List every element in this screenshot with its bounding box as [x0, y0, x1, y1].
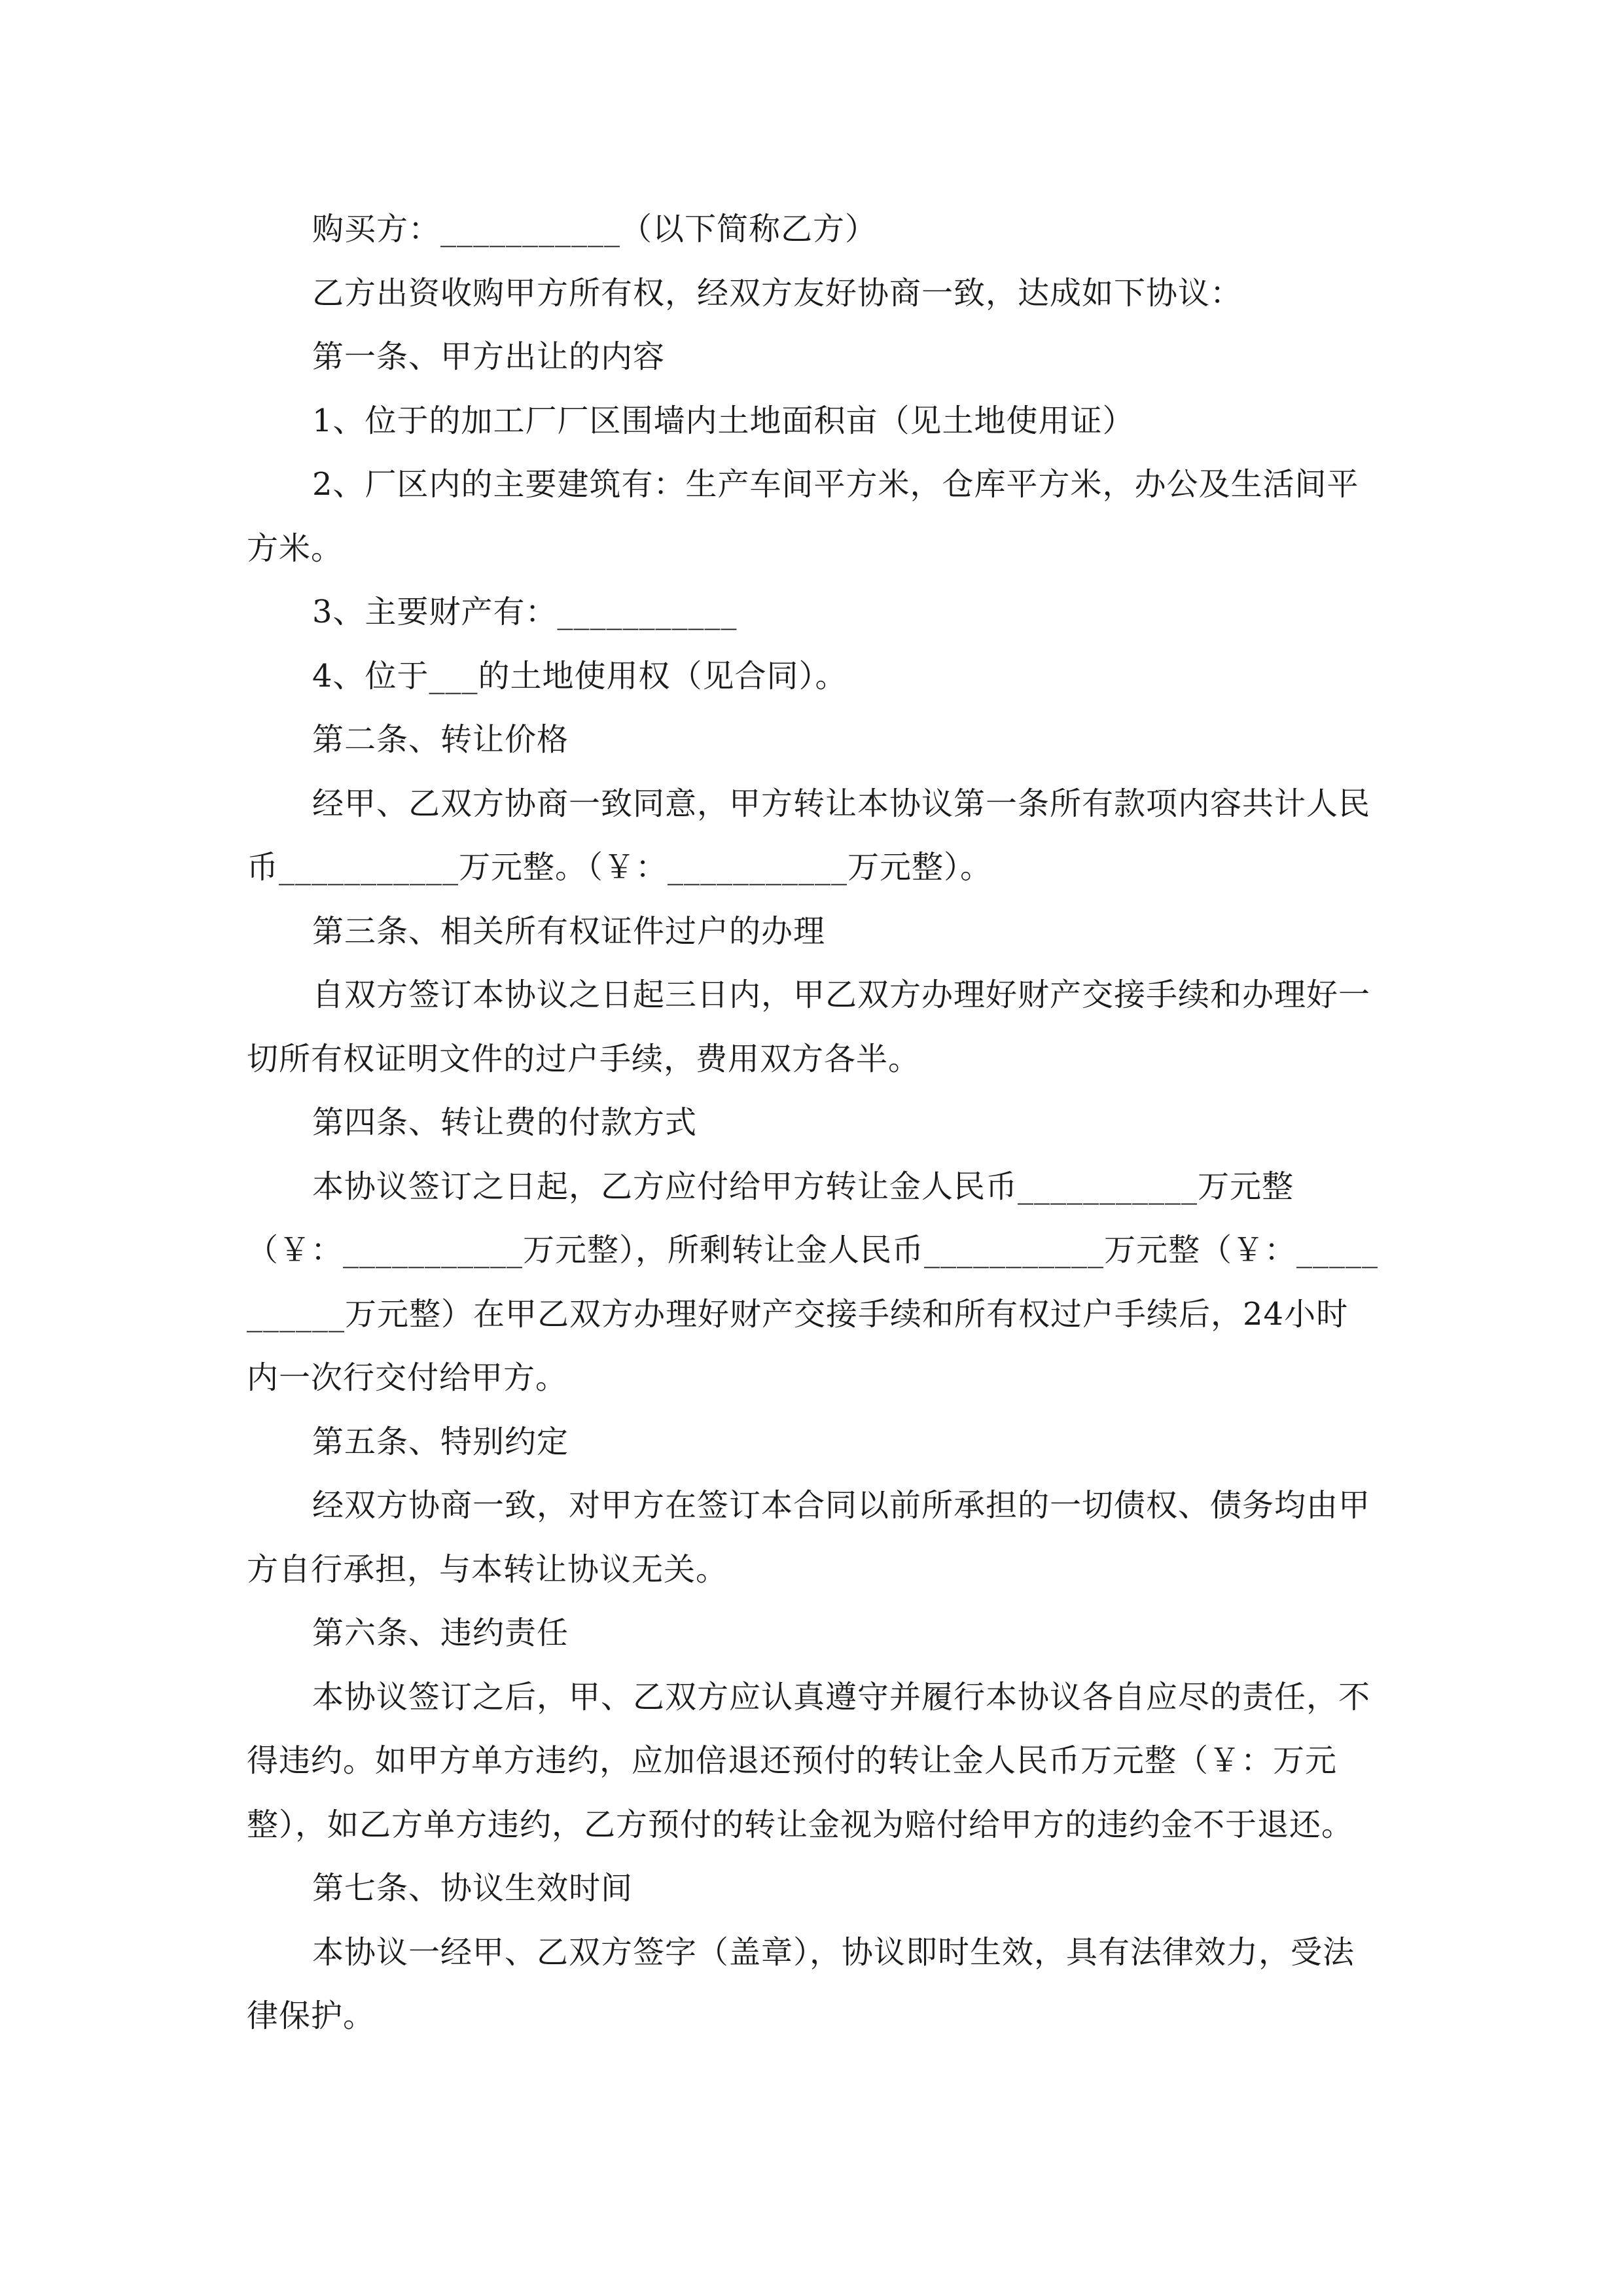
buyer-line: 购买方：___________（以下简称乙方） — [312, 211, 878, 247]
article-7-body: 本协议一经甲、乙双方签字（盖章），协议即时生效，具有法律效力，受法律保护。 — [247, 1933, 1355, 2034]
article-1-item-3: 3、主要财产有：___________ — [312, 594, 738, 630]
article-4-body: 本协议签订之日起，乙方应付给甲方转让金人民币___________万元整（￥：___________万元整），所剩转让金人民币___________万元整（￥：___________万元整）在甲乙双方办理好财产交接手续和所有权过户手续后，24小时内一次行交付给甲方。 — [247, 1168, 1379, 1396]
article-5-heading: 第五条、特别约定 — [312, 1423, 569, 1460]
article-3-heading: 第三条、相关所有权证件过户的办理 — [312, 912, 826, 950]
article-6-body: 本协议签订之后，甲、乙双方应认真遵守并履行本协议各自应尽的责任，不得违约。如甲方单方违约，应加倍退还预付的转让金人民币万元整（￥：万元整），如乙方单方违约，乙方预付的转让金视为赔付给甲方的违约金不于退还。 — [247, 1678, 1371, 1843]
contract-page — [247, 198, 1379, 2049]
article-4-heading: 第四条、转让费的付款方式 — [312, 1104, 698, 1141]
article-7-heading: 第七条、协议生效时间 — [312, 1870, 633, 1907]
article-1-item-1: 1、位于的加工厂厂区围墙内土地面积亩（见土地使用证） — [312, 402, 1135, 439]
article-6-heading: 第六条、违约责任 — [312, 1615, 569, 1651]
article-1-item-4: 4、位于___的土地使用权（见合同）。 — [312, 657, 847, 694]
article-2-heading: 第二条、转让价格 — [312, 721, 569, 758]
article-2-body: 经甲、乙双方协商一致同意，甲方转让本协议第一条所有款项内容共计人民币___________万元整。（￥：___________万元整）。 — [247, 785, 1371, 886]
article-1-heading: 第一条、甲方出让的内容 — [312, 338, 666, 375]
agreement-intro: 乙方出资收购甲方所有权，经双方友好协商一致，达成如下协议： — [312, 274, 1243, 312]
article-3-body: 自双方签订本协议之日起三日内，甲乙双方办理好财产交接手续和办理好一切所有权证明文件的过户手续，费用双方各半。 — [247, 977, 1371, 1077]
article-5-body: 经双方协商一致，对甲方在签订本合同以前所承担的一切债权、债务均由甲方自行承担，与本转让协议无关。 — [247, 1487, 1371, 1588]
article-1-item-2: 2、厂区内的主要建筑有：生产车间平方米，仓库平方米，办公及生活间平方米。 — [247, 466, 1359, 567]
